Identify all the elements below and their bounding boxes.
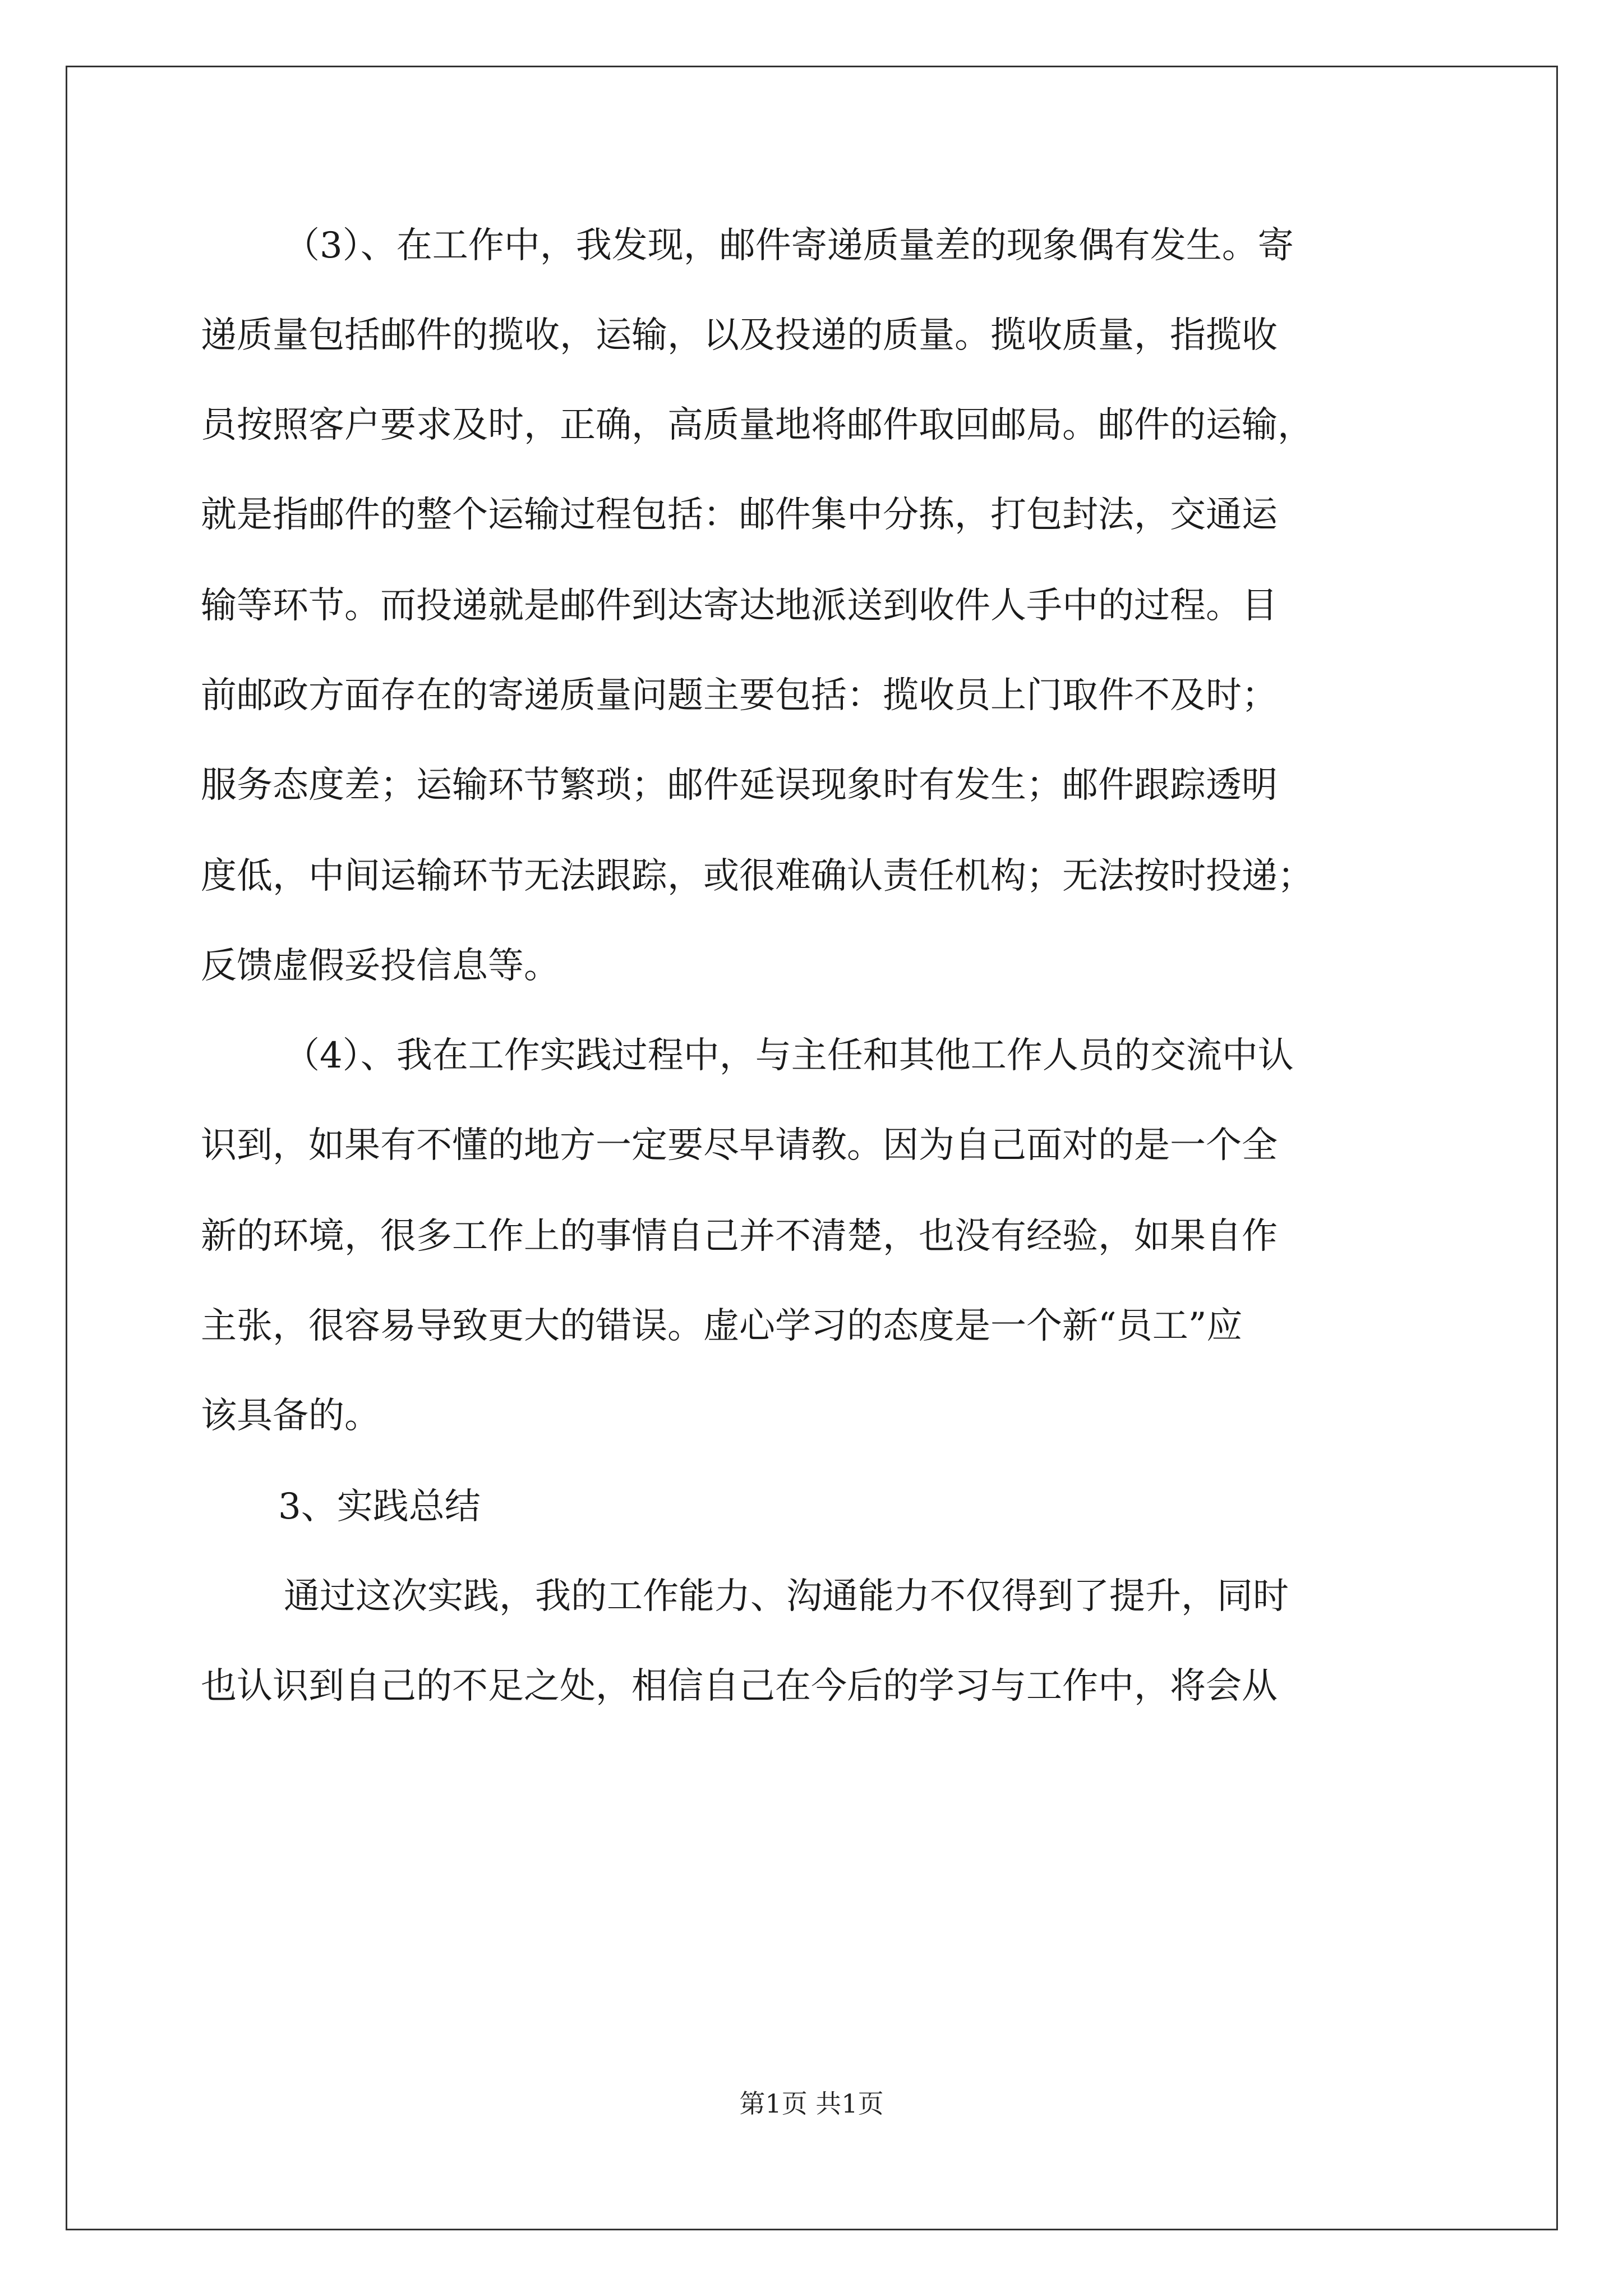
- paragraph-4-line-2: 识到，如果有不懂的地方一定要尽早请教。因为自己面对的是一个全: [201, 1125, 1278, 1166]
- paragraph-3-line-3: 员按照客户要求及时，正确，高质量地将邮件取回邮局。邮件的运输，: [201, 404, 1313, 446]
- paragraph-3-line-5: 输等环节。而投递就是邮件到达寄达地派送到收件人手中的过程。目: [201, 585, 1278, 627]
- paragraph-3-line-1: （3）、在工作中，我发现，邮件寄递质量差的现象偶有发生。寄: [284, 225, 1294, 266]
- paragraph-3-line-9: 反馈虚假妥投信息等。: [201, 945, 560, 987]
- paragraph-4-line-1: （4）、我在工作实践过程中，与主任和其他工作人员的交流中认: [284, 1035, 1294, 1076]
- paragraph-3-line-4: 就是指邮件的整个运输过程包括：邮件集中分拣，打包封法，交通运: [201, 494, 1278, 536]
- paragraph-3-line-6: 前邮政方面存在的寄递质量问题主要包括：揽收员上门取件不及时；: [201, 675, 1278, 716]
- paragraph-3-line-2: 递质量包括邮件的揽收，运输，以及投递的质量。揽收质量，指揽收: [201, 315, 1278, 356]
- section-heading: 3、实践总结: [278, 1486, 481, 1527]
- paragraph-4-line-5: 该具备的。: [201, 1395, 380, 1437]
- paragraph-4-line-4: 主张，很容易导致更大的错误。虚心学习的态度是一个新“员工”应: [201, 1305, 1243, 1347]
- paragraph-4-line-3: 新的环境，很多工作上的事情自己并不清楚，也没有经验，如果自作: [201, 1216, 1278, 1257]
- page-number-footer: 第1页 共1页: [739, 2088, 884, 2119]
- summary-line-1: 通过这次实践，我的工作能力、沟通能力不仅得到了提升，同时: [284, 1576, 1289, 1617]
- paragraph-3-line-8: 度低，中间运输环节无法跟踪，或很难确认责任机构；无法按时投递；: [201, 855, 1313, 897]
- summary-line-2: 也认识到自己的不足之处，相信自己在今后的学习与工作中，将会从: [201, 1665, 1278, 1707]
- paragraph-3-line-7: 服务态度差；运输环节繁琐；邮件延误现象时有发生；邮件跟踪透明: [201, 765, 1278, 806]
